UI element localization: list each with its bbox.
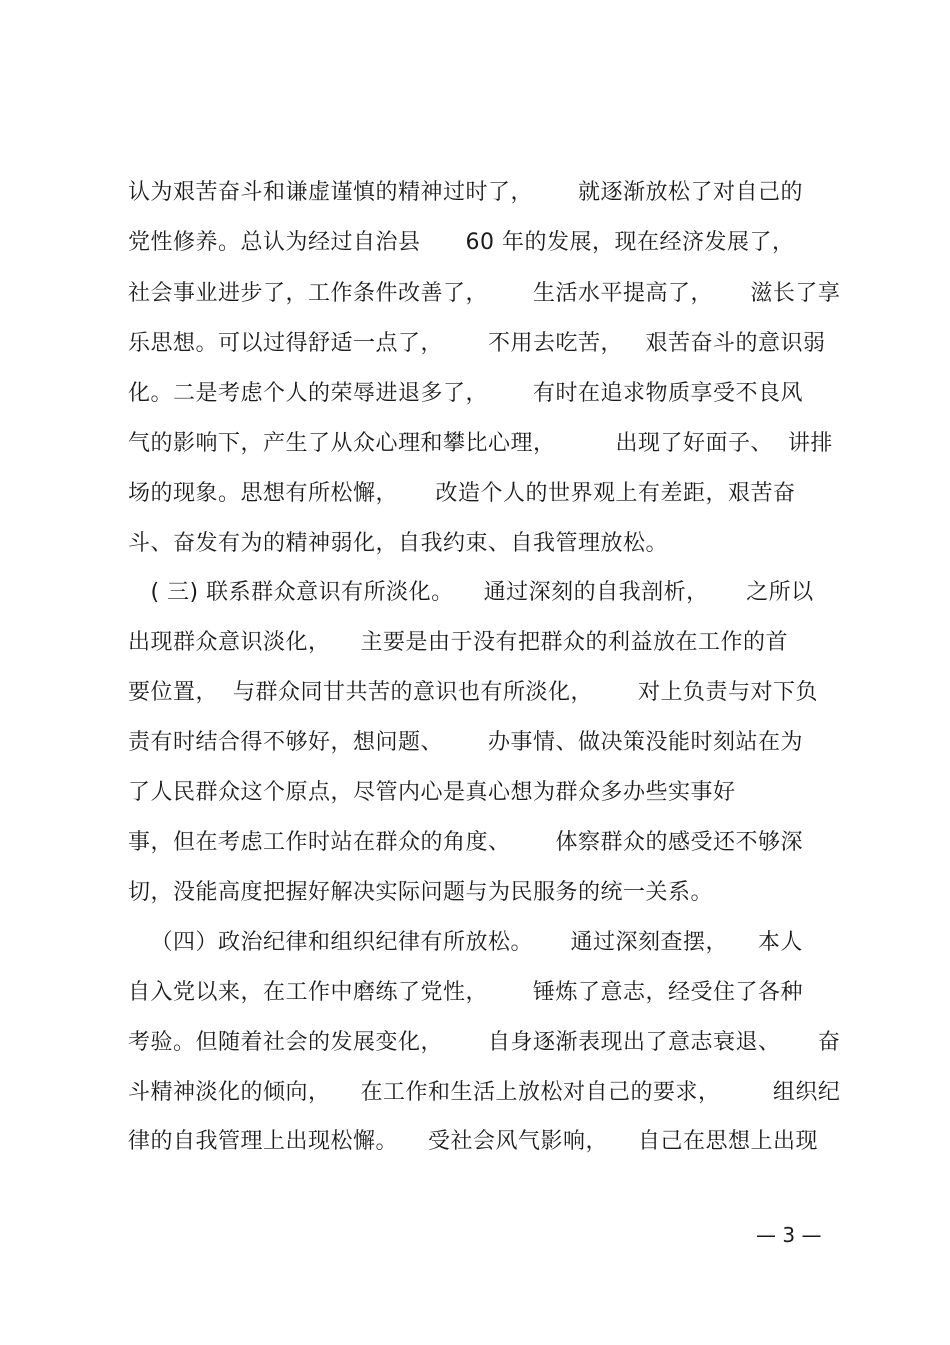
text-line: 乐思想。可以过得舒适一点了， 不用去吃苦， 艰苦奋斗的意识弱: [128, 331, 826, 356]
text-line: 自入党以来，在工作中磨练了党性， 锤炼了意志，经受住了各种: [128, 980, 803, 1005]
text-line: 场的现象。思想有所松懈， 改造个人的世界观上有差距，艰苦奋: [128, 481, 796, 506]
text-line: 社会事业进步了，工作条件改善了， 生活水平提高了， 滋长了享: [128, 281, 841, 306]
page-number: — 3 —: [756, 1223, 822, 1247]
section-heading-line: ( 三) 联系群众意识有所淡化。 通过深刻的自我剖析， 之所以: [128, 580, 814, 605]
text-line: 了人民群众这个原点，尽管内心是真心想为群众多办些实事好: [128, 780, 736, 805]
text-line: 律的自我管理上出现松懈。 受社会风气影响， 自己在思想上出现: [128, 1129, 818, 1154]
text-line: 认为艰苦奋斗和谦虚谨慎的精神过时了， 就逐渐放松了对自己的: [128, 180, 803, 205]
text-line: 事，但在考虑工作时站在群众的角度、 体察群众的感受还不够深: [128, 830, 803, 855]
text-line: 切，没能高度把握好解决实际问题与为民服务的统一关系。: [128, 880, 714, 905]
text-line: 斗精神淡化的倾向， 在工作和生活上放松对自己的要求， 组织纪: [128, 1080, 841, 1105]
text-line: 责有时结合得不够好，想问题、 办事情、做决策没能时刻站在为: [128, 730, 803, 755]
text-line: 出现群众意识淡化， 主要是由于没有把群众的利益放在工作的首: [128, 630, 788, 655]
text-line: 化。二是考虑个人的荣辱进退多了， 有时在追求物质享受不良风: [128, 381, 803, 406]
text-line: 党性修养。总认为经过自治县 60 年的发展，现在经济发展了，: [128, 230, 795, 255]
text-line: 斗、奋发有为的精神弱化，自我约束、自我管理放松。: [128, 531, 669, 556]
section-heading-line: （四）政治纪律和组织纪律有所放松。 通过深刻查摆， 本人: [128, 930, 803, 955]
text-line: 要位置， 与群众同甘共苦的意识也有所淡化， 对上负责与对下负: [128, 680, 818, 705]
text-line: 气的影响下，产生了从众心理和攀比心理， 出现了好面子、 讲排: [128, 431, 833, 456]
text-line: 考验。但随着社会的发展变化， 自身逐渐表现出了意志衰退、 奋: [128, 1030, 841, 1055]
